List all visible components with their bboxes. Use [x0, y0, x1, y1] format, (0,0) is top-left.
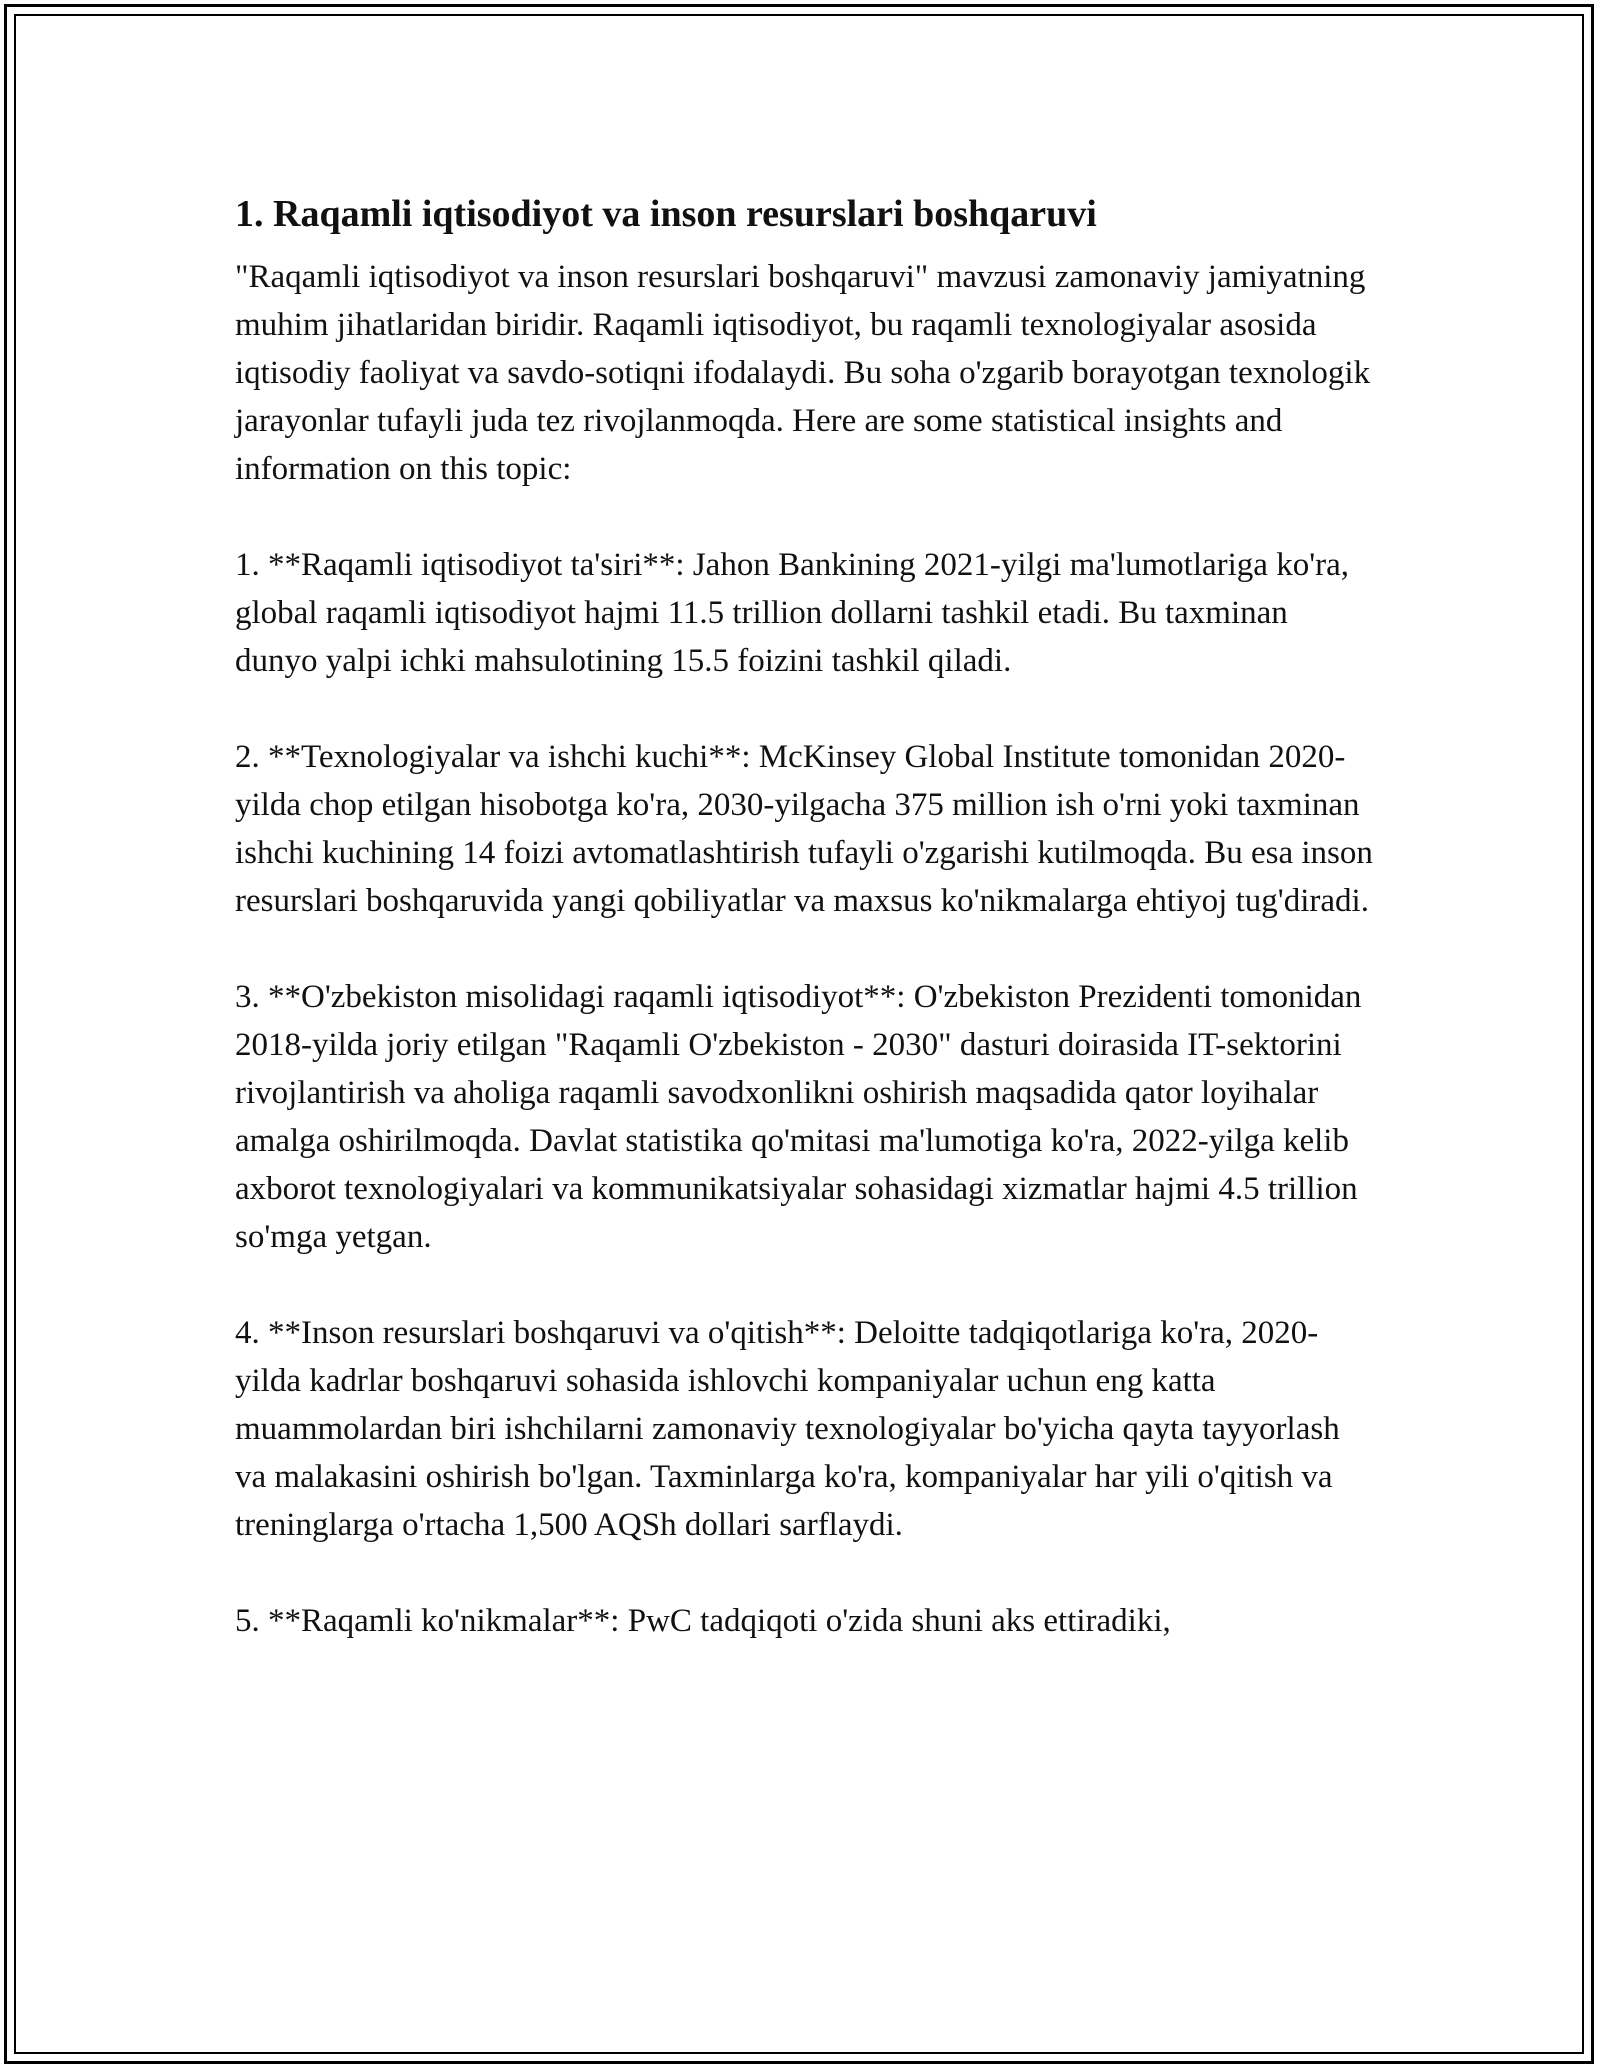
- list-item-uzbekistan-digital-economy: 3. **O'zbekiston misolidagi raqamli iqtisodiyot**: O'zbekiston Prezidenti tomonidan 2018-yilda joriy etilgan "Raqamli O'zbekiston - 2030" dasturi doirasida IT-sektorini rivojlantirish va aholiga raqamli savodxonlikni oshirish maqsadida qator loyihalar amalga oshirilmoqda. Davlat statistika qo'mitasi ma'lumotiga ko'ra, 2022-yilga kelib axborot texnologiyalari va kommunikatsiyalar sohasidagi xizmatlar hajmi 4.5 trillion so'mga yetgan.: [235, 979, 1362, 1255]
- list-item-digital-skills: 5. **Raqamli ko'nikmalar**: PwC tadqiqoti o'zida shuni aks ettiradiki,: [235, 1603, 1171, 1639]
- section-heading: 1. Raqamli iqtisodiyot va inson resurslari boshqaruvi: [235, 193, 1097, 235]
- intro-paragraph: "Raqamli iqtisodiyot va inson resurslari boshqaruvi" mavzusi zamonaviy jamiyatning muhim jihatlaridan biridir. Raqamli iqtisodiyot, bu raqamli texnologiyalar asosida iqtisodiy faoliyat va savdo-sotiqni ifodalaydi. Bu soha o'zgarib borayotgan texnologik jarayonlar tufayli juda tez rivojlanmoqda. Here are some statistical insights and information on this topic:: [235, 259, 1371, 487]
- document-body: [235, 185, 1375, 1645]
- list-item-technology-workforce: 2. **Texnologiyalar va ishchi kuchi**: McKinsey Global Institute tomonidan 2020-yilda chop etilgan hisobotga ko'ra, 2030-yilgacha 375 million ish o'rni yoki taxminan ishchi kuchining 14 foizi avtomatlashtirish tufayli o'zgarishi kutilmoqda. Bu esa inson resurslari boshqaruvida yangi qobiliyatlar va maxsus ko'nikmalarga ehtiyoj tug'diradi.: [235, 739, 1373, 919]
- list-item-hr-training: 4. **Inson resurslari boshqaruvi va o'qitish**: Deloitte tadqiqotlariga ko'ra, 2020-yilda kadrlar boshqaruvi sohasida ishlovchi kompaniyalar uchun eng katta muammolardan biri ishchilarni zamonaviy texnologiyalar bo'yicha qayta tayyorlash va malakasini oshirish bo'lgan. Taxminlarga ko'ra, kompaniyalar har yili o'qitish va treninglarga o'rtacha 1,500 AQSh dollari sarflaydi.: [235, 1315, 1340, 1543]
- list-item-digital-economy-impact: 1. **Raqamli iqtisodiyot ta'siri**: Jahon Bankining 2021-yilgi ma'lumotlariga ko'ra, global raqamli iqtisodiyot hajmi 11.5 trillion dollarni tashkil etadi. Bu taxminan dunyo yalpi ichki mahsulotining 15.5 foizini tashkil qiladi.: [235, 547, 1350, 679]
